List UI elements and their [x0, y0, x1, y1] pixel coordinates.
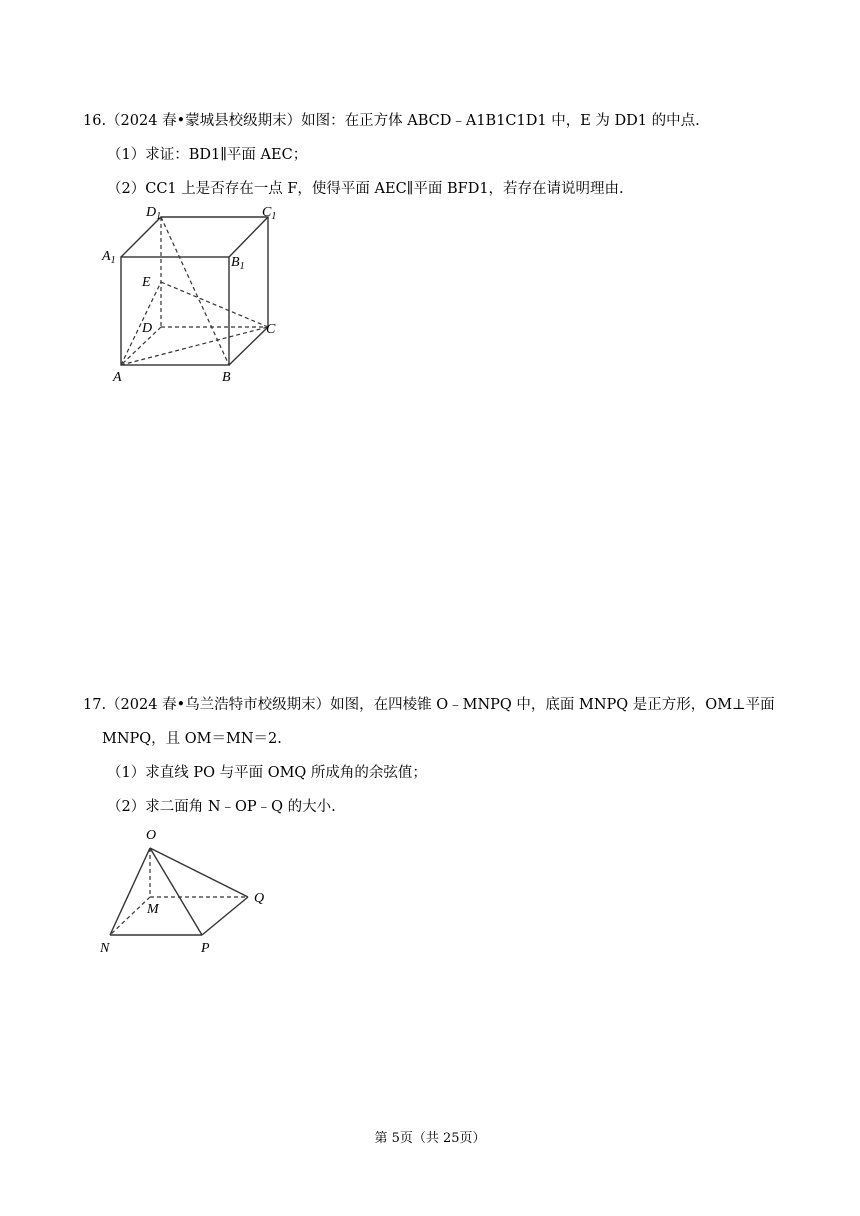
- label-A1: $A_1$: [102, 249, 116, 266]
- page-footer: 第 5页（共 25页）: [374, 1131, 486, 1146]
- q16-part2: （2）CC1 上是否存在一点 F，使得平面 AEC∥平面 BFD1，若存在请说明理由.: [107, 181, 624, 197]
- label-C: C: [266, 322, 276, 337]
- label-D1: $D_1$: [146, 205, 162, 222]
- label-B1: $B_1$: [231, 255, 245, 272]
- label-P: P: [201, 941, 210, 956]
- q17-part1: （1）求直线 PO 与平面 OMQ 所成角的余弦值；: [107, 765, 427, 781]
- q17-stem-cont: MNPQ，且 OM＝MN＝2.: [102, 731, 282, 747]
- pyramid-figure: [95, 822, 285, 962]
- label-A: A: [113, 370, 122, 385]
- label-B: B: [222, 370, 231, 385]
- q17-part2: （2）求二面角 N﹣OP﹣Q 的大小.: [107, 799, 336, 815]
- label-C1: $C_1$: [262, 205, 277, 222]
- label-O: O: [146, 828, 157, 843]
- q16-part1: （1）求证：BD1∥平面 AEC；: [107, 147, 308, 163]
- cube-solid-edges: [121, 217, 268, 365]
- label-N: N: [100, 941, 110, 956]
- q17-stem: 17.（2024 春•乌兰浩特市校级期末）如图，在四棱锥 O﹣MNPQ 中，底面 MNPQ 是正方形，OM⊥平面: [83, 697, 775, 713]
- label-Q: Q: [254, 891, 265, 906]
- label-M: M: [147, 902, 159, 917]
- cube-figure: [100, 200, 300, 390]
- label-E: E: [142, 275, 151, 290]
- q16-stem: 16.（2024 春•蒙城县校级期末）如图：在正方体 ABCD﹣A1B1C1D1 中，E 为 DD1 的中点.: [83, 113, 700, 129]
- pyramid-solid-edges: [110, 848, 248, 935]
- label-D: D: [142, 321, 153, 336]
